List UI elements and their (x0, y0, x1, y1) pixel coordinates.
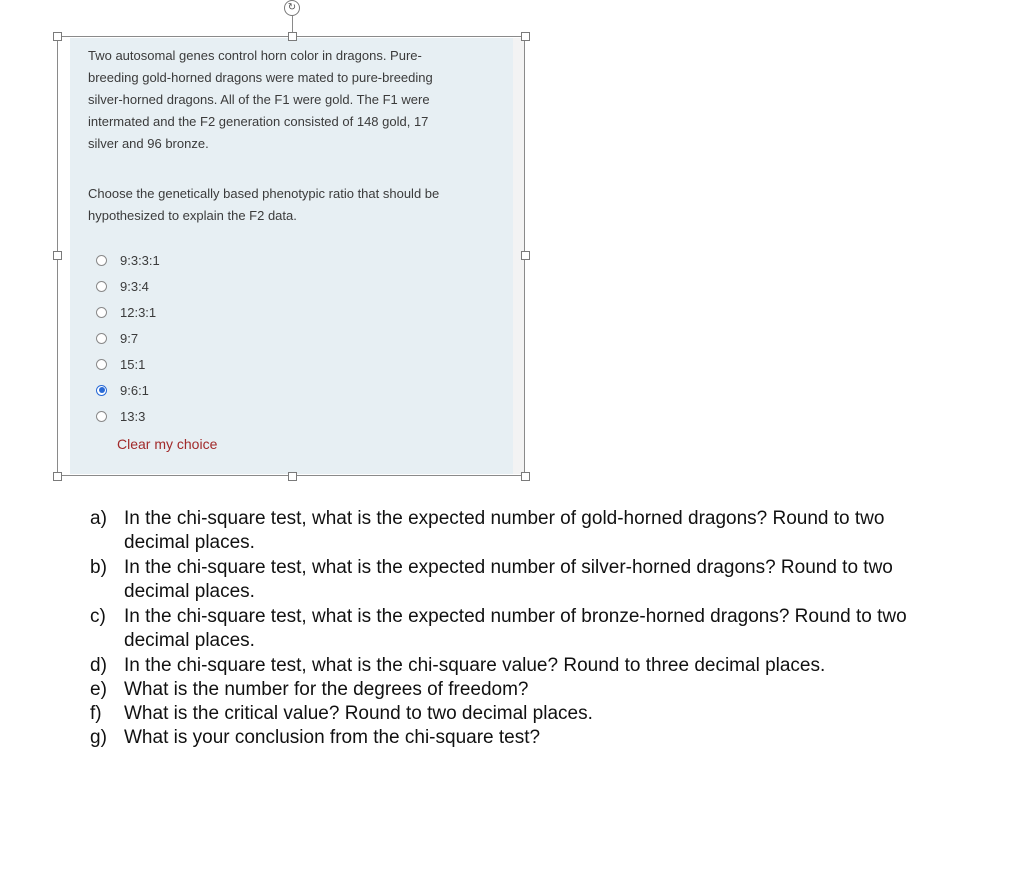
option-label: 9:6:1 (120, 382, 149, 398)
item-text: What is the critical value? Round to two decimal places. (124, 703, 593, 724)
question-prompt (88, 183, 498, 227)
option-label: 15:1 (120, 356, 146, 372)
list-item (90, 556, 935, 604)
option-label: 9:3:3:1 (120, 252, 160, 268)
list-item (90, 702, 935, 726)
resize-handle-top-middle[interactable] (288, 32, 297, 41)
resize-handle-bottom-right[interactable] (521, 472, 530, 481)
option-label: 9:7 (120, 330, 139, 346)
item-text: What is your conclusion from the chi-square test? (124, 727, 541, 748)
item-text: What is the number for the degrees of freedom? (124, 679, 529, 700)
option-97[interactable] (96, 328, 138, 348)
option-151[interactable] (96, 354, 145, 374)
question-line: hypothesized to explain the F2 data. (88, 208, 297, 223)
resize-handle-bottom-middle[interactable] (288, 472, 297, 481)
radio-button[interactable] (96, 333, 107, 344)
question-line: Two autosomal genes control horn color in dragons. Pure- (88, 48, 422, 63)
question-paragraph (88, 45, 498, 155)
item-letter: d) (90, 655, 107, 676)
option-934[interactable] (96, 276, 149, 296)
question-line: intermated and the F2 generation consisted of 148 gold, 17 (88, 114, 429, 129)
sub-question-list (90, 507, 935, 750)
list-item (90, 654, 935, 678)
resize-handle-top-left[interactable] (53, 32, 62, 41)
option-9331[interactable] (96, 250, 160, 270)
radio-button[interactable] (96, 255, 107, 266)
radio-button[interactable] (96, 359, 107, 370)
rotate-icon[interactable]: ↻ (284, 0, 300, 16)
question-line: silver and 96 bronze. (88, 136, 209, 151)
resize-handle-middle-left[interactable] (53, 251, 62, 260)
list-item (90, 605, 935, 653)
option-133[interactable] (96, 406, 145, 426)
radio-button[interactable] (96, 411, 107, 422)
option-label: 9:3:4 (120, 278, 149, 294)
list-item (90, 507, 935, 555)
item-letter: f) (90, 703, 102, 724)
clear-choice-link[interactable]: Clear my choice (117, 436, 218, 452)
option-label: 13:3 (120, 408, 146, 424)
option-961[interactable] (96, 380, 149, 400)
option-label: 12:3:1 (120, 304, 157, 320)
item-text: In the chi-square test, what is the chi-square value? Round to three decimal places. (124, 655, 826, 676)
list-item (90, 678, 935, 702)
radio-button[interactable] (96, 307, 107, 318)
list-item (90, 726, 935, 750)
radio-button-selected[interactable] (96, 385, 107, 396)
resize-handle-bottom-left[interactable] (53, 472, 62, 481)
item-letter: a) (90, 508, 107, 529)
item-letter: c) (90, 606, 106, 627)
question-line: silver-horned dragons. All of the F1 were gold. The F1 were (88, 92, 430, 107)
item-text: In the chi-square test, what is the expected number of bronze-horned dragons? Round to two decimal places. (124, 606, 907, 651)
question-line: breeding gold-horned dragons were mated to pure-breeding (88, 70, 433, 85)
resize-handle-middle-right[interactable] (521, 251, 530, 260)
item-text: In the chi-square test, what is the expected number of silver-horned dragons? Round to two decimal places. (124, 557, 893, 602)
item-text: In the chi-square test, what is the expected number of gold-horned dragons? Round to two decimal places. (124, 508, 885, 553)
item-letter: b) (90, 557, 107, 578)
radio-button[interactable] (96, 281, 107, 292)
resize-handle-top-right[interactable] (521, 32, 530, 41)
option-1231[interactable] (96, 302, 156, 322)
item-letter: g) (90, 727, 107, 748)
item-letter: e) (90, 679, 107, 700)
question-line: Choose the genetically based phenotypic ratio that should be (88, 186, 440, 201)
